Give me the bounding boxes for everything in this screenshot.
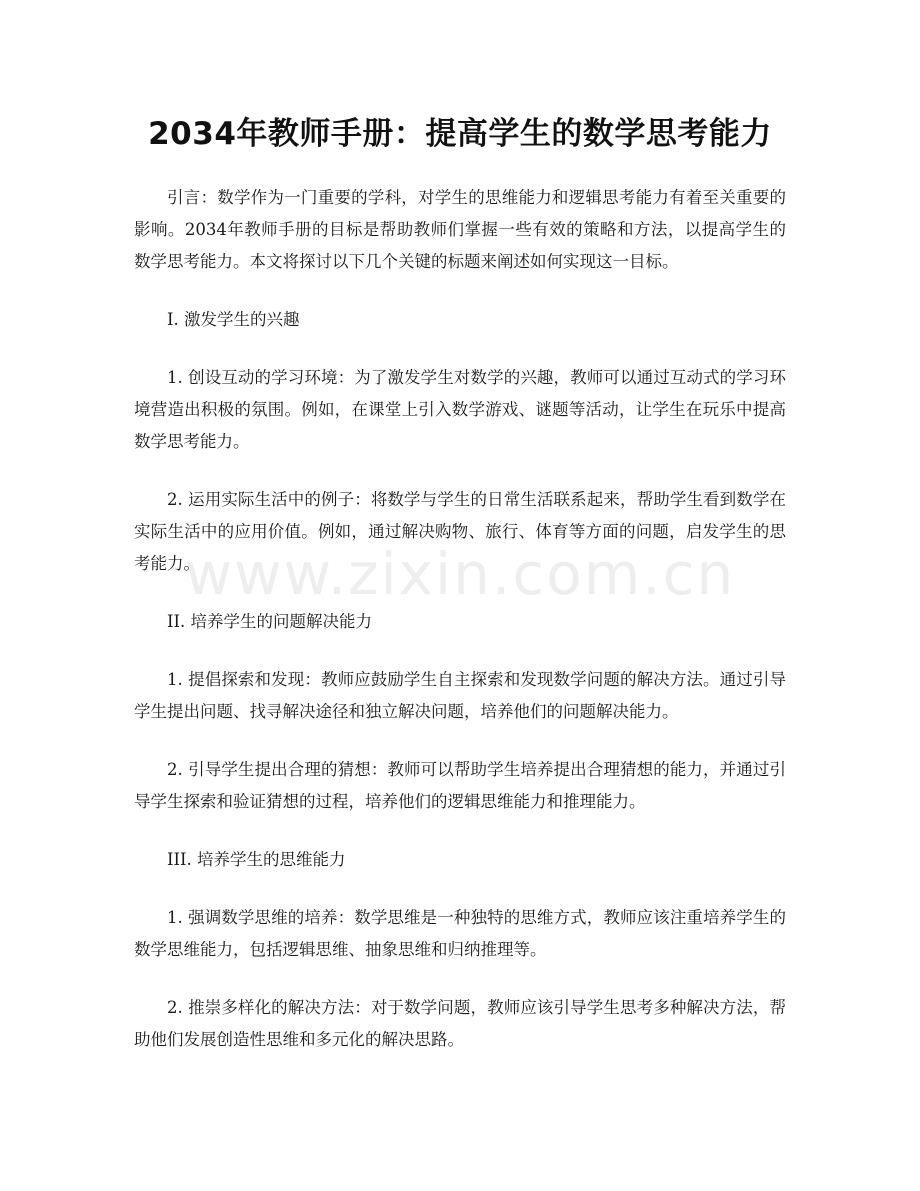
watermark-text: www.zixin.com.cn	[184, 540, 736, 608]
section-heading-1: I. 激发学生的兴趣	[167, 310, 300, 329]
section-heading-3: III. 培养学生的思维能力	[167, 850, 346, 869]
body-paragraph: 2. 运用实际生活中的例子：将数学与学生的日常生活联系起来，帮助学生看到数学在实际生活中的应用价值。例如，通过解决购物、旅行、体育等方面的问题，启发学生的思考能力。	[134, 490, 786, 573]
section-heading-2: II. 培养学生的问题解决能力	[167, 612, 373, 631]
intro-paragraph: 引言：数学作为一门重要的学科，对学生的思维能力和逻辑思考能力有着至关重要的影响。2034年教师手册的目标是帮助教师们掌握一些有效的策略和方法，以提高学生的数学思考能力。本文将探讨以下几个关键的标题来阐述如何实现这一目标。	[134, 188, 786, 271]
body-paragraph: 1. 强调数学思维的培养：数学思维是一种独特的思维方式，教师应该注重培养学生的数学思维能力，包括逻辑思维、抽象思维和归纳推理等。	[134, 908, 786, 959]
body-paragraph: 1. 创设互动的学习环境：为了激发学生对数学的兴趣，教师可以通过互动式的学习环境营造出积极的氛围。例如，在课堂上引入数学游戏、谜题等活动，让学生在玩乐中提高数学思考能力。	[134, 368, 786, 451]
body-paragraph: 2. 推崇多样化的解决方法：对于数学问题，教师应该引导学生思考多种解决方法，帮助他们发展创造性思维和多元化的解决思路。	[134, 998, 786, 1049]
document-title: 2034年教师手册：提高学生的数学思考能力	[148, 116, 772, 152]
document-body	[134, 182, 786, 1082]
body-paragraph: 2. 引导学生提出合理的猜想：教师可以帮助学生培养提出合理猜想的能力，并通过引导学生探索和验证猜想的过程，培养他们的逻辑思维能力和推理能力。	[134, 760, 786, 811]
body-paragraph: 1. 提倡探索和发现：教师应鼓励学生自主探索和发现数学问题的解决方法。通过引导学生提出问题、找寻解决途径和独立解决问题，培养他们的问题解决能力。	[134, 670, 786, 721]
